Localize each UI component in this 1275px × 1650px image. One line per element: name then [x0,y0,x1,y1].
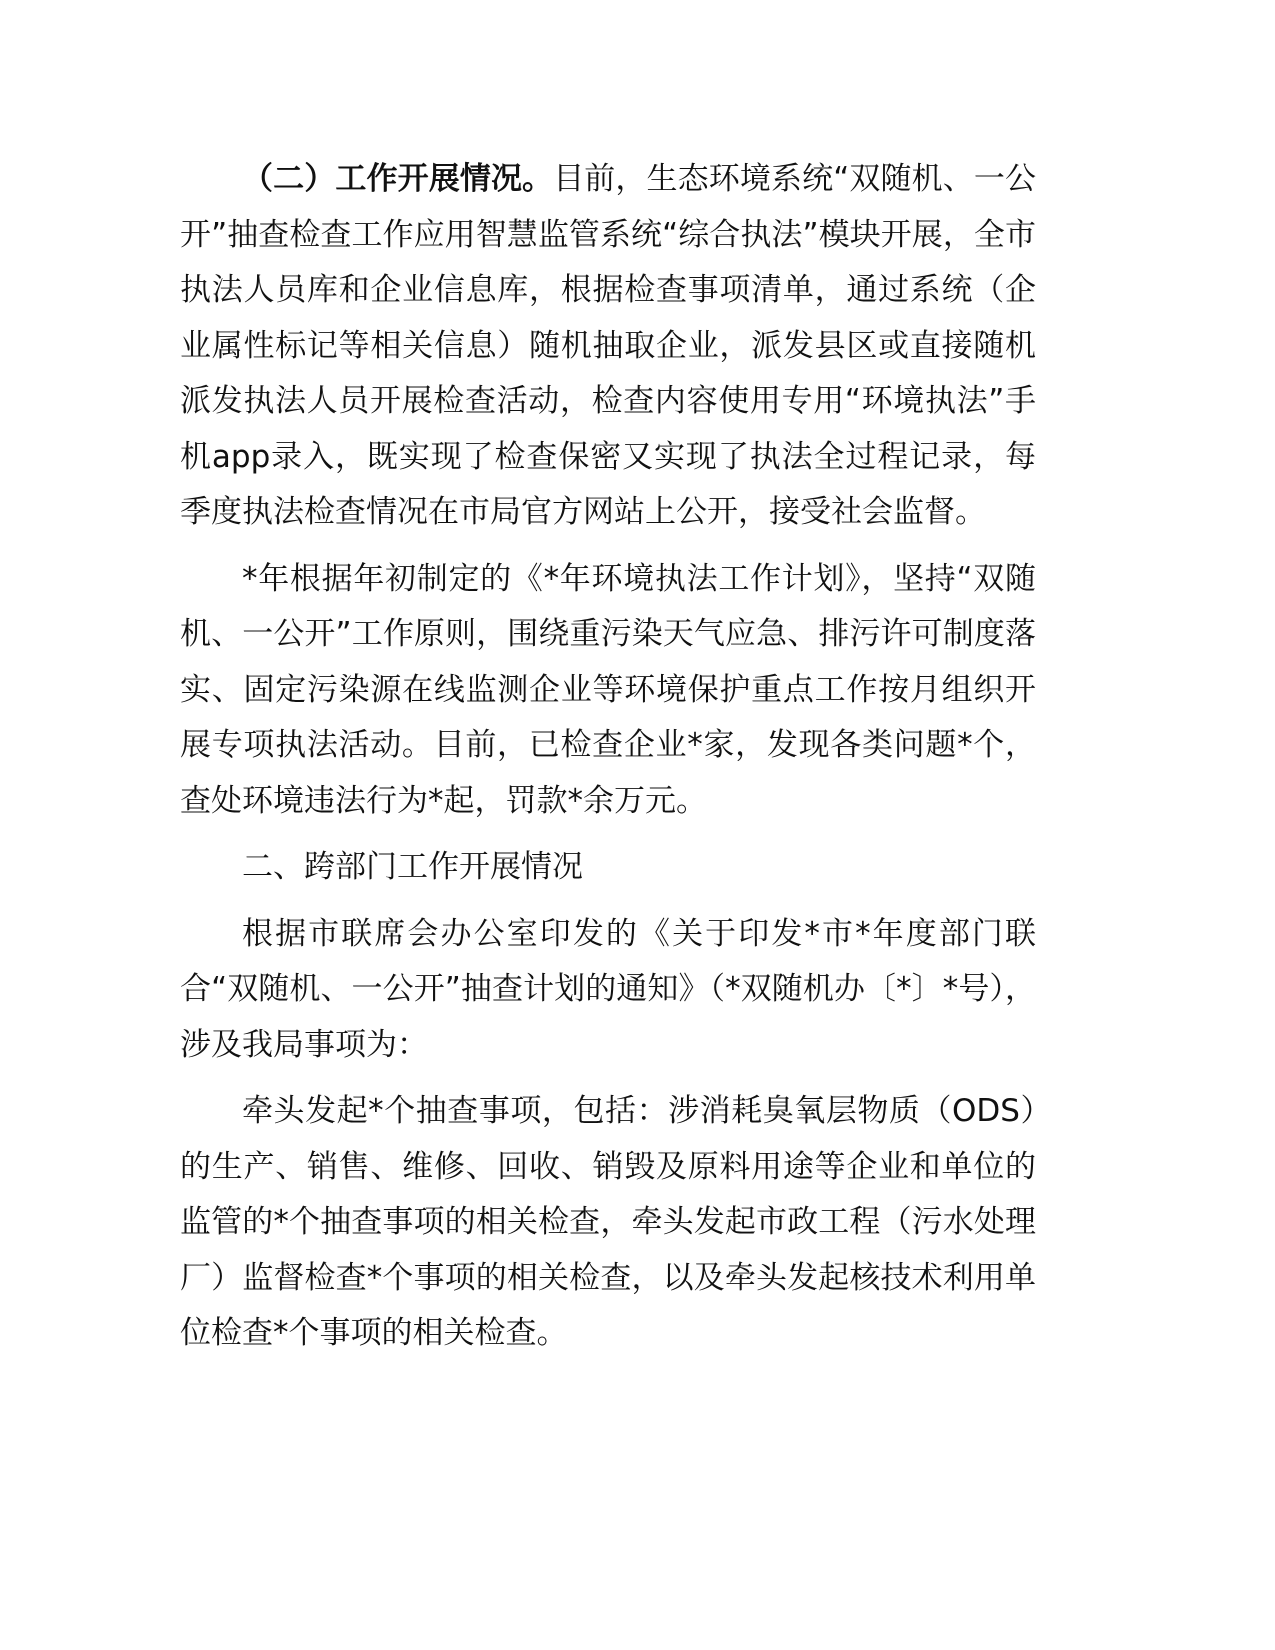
document-body [180,152,1036,1373]
section-heading-text: 二、跨部门工作开展情况 [242,849,583,885]
paragraph-text: 根据市联席会办公室印发的《关于印发*市*年度部门联合“双随机、一公开”抽查计划的通知》（*双随机办〔*〕*号），涉及我局事项为： [180,915,1036,1063]
paragraph-text: 目前，生态环境系统“双随机、一公开”抽查检查工作应用智慧监管系统“综合执法”模块开展，全市执法人员库和企业信息库，根据检查事项清单，通过系统（企业属性标记等相关信息）随机抽取企业，派发县区或直接随机派发执法人员开展检查活动，检查内容使用专用“环境执法”手机app录入，既实现了检查保密又实现了执法全过程记录，每季度执法检查情况在市局官方网站上公开，接受社会监督。 [180,161,1037,530]
paragraph-work-progress [180,152,1036,541]
section-subheading: （二）工作开展情况。 [242,161,554,197]
paragraph-text: 牵头发起*个抽查事项，包括：涉消耗臭氧层物质（ODS）的生产、销售、维修、回收、销毁及原料用途等企业和单位的监管的*个抽查事项的相关检查，牵头发起市政工程（污水处理厂）监督检查*个事项的相关检查，以及牵头发起核技术利用单位检查*个事项的相关检查。 [180,1093,1036,1351]
paragraph-annual-plan [180,552,1036,830]
paragraph-text: *年根据年初制定的《*年环境执法工作计划》，坚持“双随机、一公开”工作原则，围绕重污染天气应急、排污许可制度落实、固定污染源在线监测企业等环境保护重点工作按月组织开展专项执法活动。目前，已检查企业*家，发现各类问题*个，查处环境违法行为*起，罚款*余万元。 [180,560,1036,819]
section-heading-cross-department [180,840,1036,896]
paragraph-lead-inspections [180,1084,1036,1362]
paragraph-joint-plan-notice [180,907,1036,1074]
